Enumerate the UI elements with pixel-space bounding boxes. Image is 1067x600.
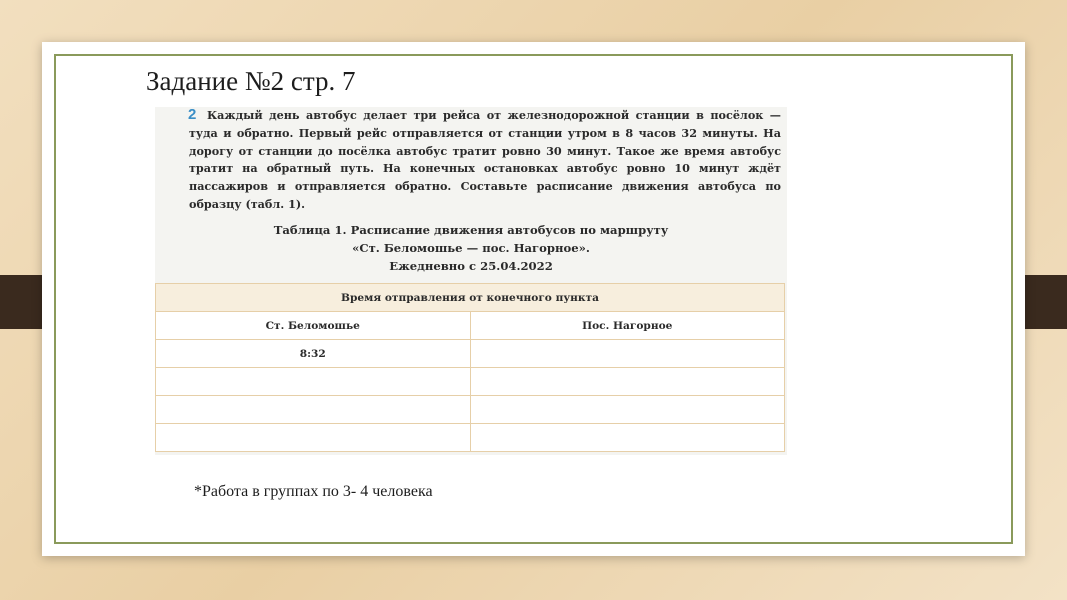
caption-line-3: Ежедневно с 25.04.2022 bbox=[389, 259, 553, 273]
column-header-station: Ст. Беломошье bbox=[156, 312, 471, 340]
table-row bbox=[156, 340, 785, 368]
group-work-note: *Работа в группах по 3- 4 человека bbox=[194, 483, 433, 500]
slide bbox=[42, 42, 1025, 556]
table-cell bbox=[470, 368, 785, 396]
table-cell bbox=[156, 396, 471, 424]
task-text-body: Каждый день автобус делает три рейса от железнодорожной станции в посёлок — туда и обратно. Первый рейс отправляется от станции утром в 8 часов 32 минуты. На дорогу от станции до посёлка автобус тратит ровно 30 минут. Такое же время автобус тратит на обратный путь. На конечных остановках автобус ровно 10 минут ждёт пассажиров и отправляется обратно. Составьте расписание движения автобуса по образцу (табл. 1). bbox=[189, 108, 781, 211]
table-caption bbox=[155, 221, 787, 275]
column-header-row bbox=[156, 312, 785, 340]
table-header: Время отправления от конечного пункта bbox=[156, 284, 785, 312]
table-header-row bbox=[156, 284, 785, 312]
caption-line-2: «Ст. Беломошье — пос. Нагорное». bbox=[352, 241, 590, 255]
table-cell bbox=[156, 424, 471, 452]
table-row bbox=[156, 424, 785, 452]
schedule-table bbox=[155, 283, 785, 452]
slide-title: Задание №2 стр. 7 bbox=[146, 66, 356, 96]
task-number: 2 bbox=[188, 106, 197, 123]
table-row bbox=[156, 368, 785, 396]
table-cell bbox=[470, 340, 785, 368]
table-cell bbox=[156, 368, 471, 396]
task-text bbox=[189, 107, 781, 214]
column-header-village: Пос. Нагорное bbox=[470, 312, 785, 340]
table-cell bbox=[470, 396, 785, 424]
table-cell: 8:32 bbox=[156, 340, 471, 368]
textbook-scan bbox=[155, 107, 787, 455]
table-row bbox=[156, 396, 785, 424]
caption-line-1: Таблица 1. Расписание движения автобусов по маршруту bbox=[273, 223, 669, 237]
table-cell bbox=[470, 424, 785, 452]
